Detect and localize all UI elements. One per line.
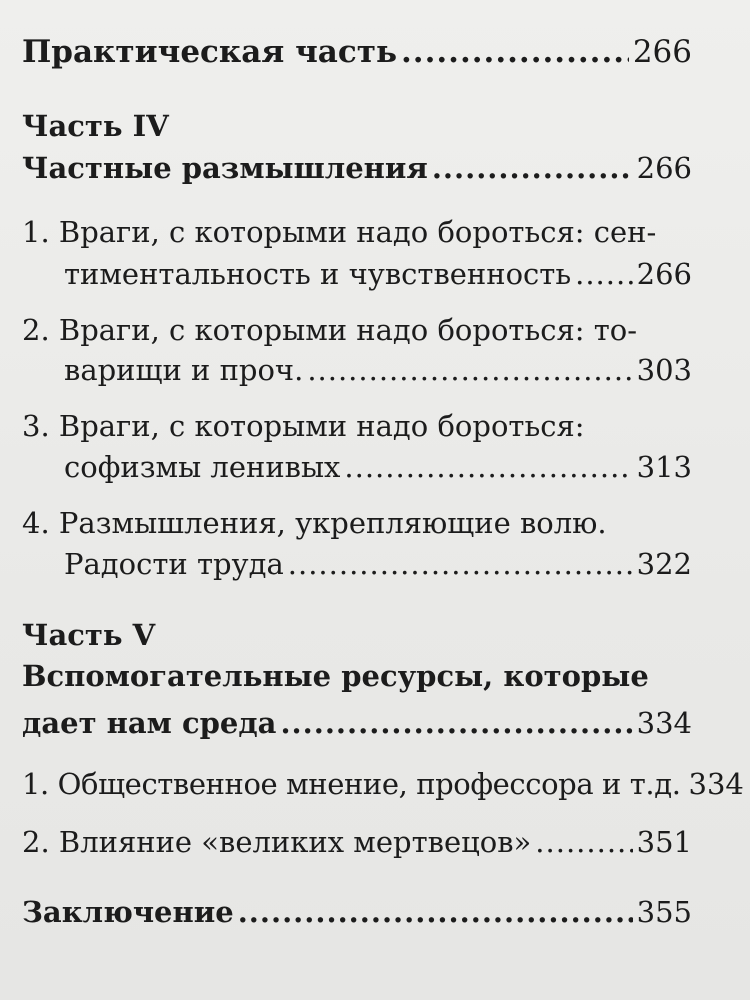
toc-entry-item bbox=[22, 351, 692, 389]
dot-leader bbox=[401, 33, 629, 71]
toc-title: дает нам среда bbox=[22, 706, 277, 740]
dot-leader bbox=[535, 823, 632, 861]
toc-item-line: 3. Враги, с которыми надо бороться: bbox=[22, 409, 585, 443]
toc-entry-item bbox=[22, 545, 692, 583]
toc-title: Практическая часть bbox=[22, 34, 397, 70]
toc-item-text: софизмы ленивых bbox=[64, 450, 341, 484]
page-number: 334 bbox=[688, 767, 744, 801]
dot-leader bbox=[575, 255, 633, 293]
toc-title-line: Вспомогательные ресурсы, которые bbox=[22, 659, 649, 693]
toc-item-line: 4. Размышления, укрепляющие волю. bbox=[22, 506, 607, 540]
part-label: Часть IV bbox=[22, 109, 169, 143]
dot-leader bbox=[280, 704, 632, 742]
toc-item-line: 1. Враги, с которыми надо бороться: сен- bbox=[22, 215, 657, 249]
toc-entry-item bbox=[22, 255, 692, 293]
toc-item-text: 1. Общественное мнение, профессора и т.д. bbox=[22, 767, 681, 801]
page-number: 355 bbox=[636, 895, 692, 929]
toc-item-text: 2. Влияние «великих мертвецов» bbox=[22, 825, 532, 859]
toc-item-line: 2. Враги, с которыми надо бороться: то- bbox=[22, 313, 638, 347]
dot-leader bbox=[238, 893, 633, 931]
toc-entry-conclusion bbox=[22, 893, 692, 931]
toc-entry-practical bbox=[22, 33, 692, 71]
toc-entry-part4-title bbox=[22, 149, 692, 187]
page-number: 303 bbox=[636, 353, 692, 387]
toc-entry-item bbox=[22, 823, 692, 861]
dot-leader bbox=[432, 149, 633, 187]
part-label: Часть V bbox=[22, 618, 156, 652]
toc-item-text: Радости труда bbox=[64, 547, 284, 581]
toc-item-text: тиментальность и чувственность bbox=[64, 257, 572, 291]
page-number: 266 bbox=[636, 151, 692, 185]
page-number: 313 bbox=[636, 450, 692, 484]
toc-entry-item bbox=[22, 448, 692, 486]
toc-entry-part5-title bbox=[22, 704, 692, 742]
page-number: 322 bbox=[636, 547, 692, 581]
page-number: 334 bbox=[636, 706, 692, 740]
page-number: 266 bbox=[632, 34, 692, 70]
dot-leader bbox=[344, 448, 632, 486]
dot-leader bbox=[288, 545, 633, 583]
dot-leader bbox=[307, 351, 632, 389]
toc-entry-item bbox=[22, 765, 744, 803]
page-number: 351 bbox=[636, 825, 692, 859]
toc-title: Заключение bbox=[22, 895, 234, 929]
toc-title: Частные размышления bbox=[22, 151, 428, 185]
page-number: 266 bbox=[636, 257, 692, 291]
toc-item-text: варищи и проч. bbox=[64, 353, 304, 387]
